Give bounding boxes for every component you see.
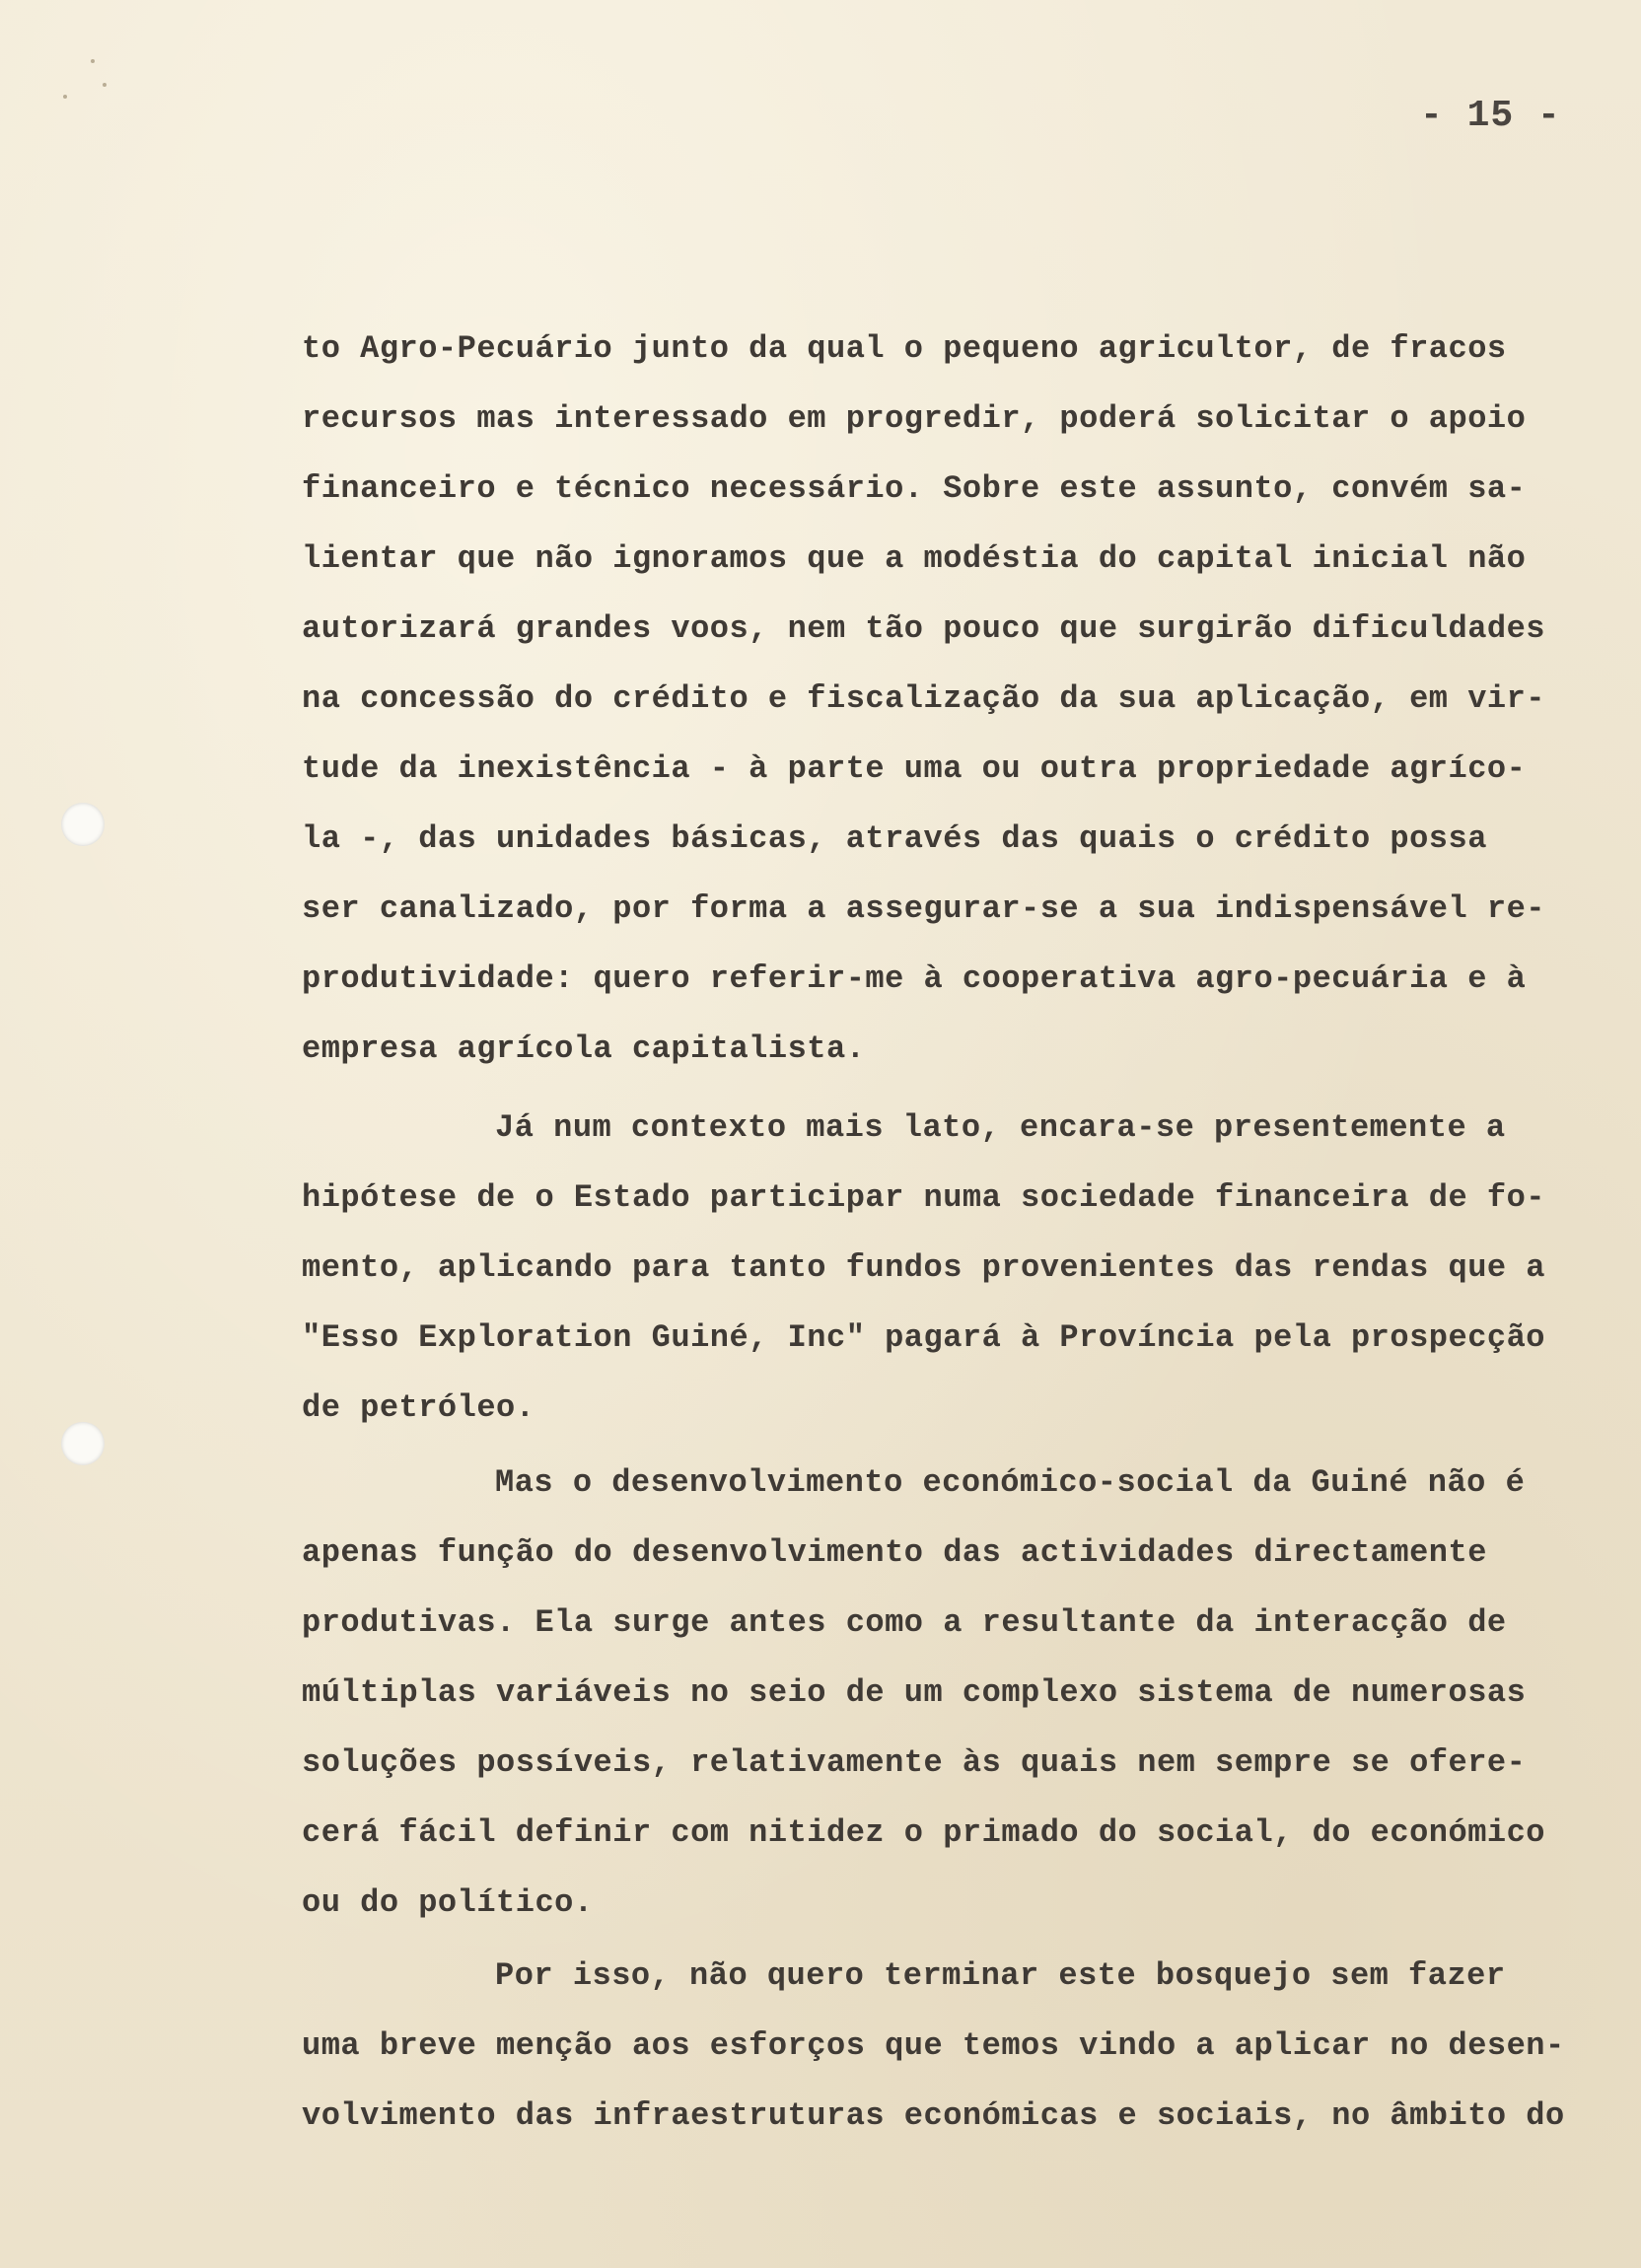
text-line: "Esso Exploration Guiné, Inc" pagará à Província pela prospecção [302, 1319, 1545, 1356]
text-line: volvimento das infraestruturas económicas e sociais, no âmbito do [302, 2097, 1565, 2134]
punch-hole-top [61, 803, 105, 846]
text-line: lientar que não ignoramos que a modéstia do capital inicial não [302, 540, 1527, 577]
text-line: ou do político. [302, 1884, 594, 1921]
text-line: múltiplas variáveis no seio de um complexo sistema de numerosas [302, 1674, 1527, 1711]
text-line: produtividade: quero referir-me à cooperativa agro-pecuária e à [302, 960, 1527, 997]
text-line: produtivas. Ela surge antes como a resultante da interacção de [302, 1604, 1507, 1641]
paragraph-4 [302, 1941, 1574, 2151]
text-line: autorizará grandes voos, nem tão pouco que surgirão dificuldades [302, 610, 1545, 647]
text-line: hipótese de o Estado participar numa sociedade financeira de fo- [302, 1179, 1545, 1216]
paragraph-3 [302, 1448, 1574, 1938]
text-line: soluções possíveis, relativamente às quais nem sempre se ofere- [302, 1744, 1527, 1781]
text-line: tude da inexistência - à parte uma ou outra propriedade agríco- [302, 750, 1527, 787]
text-line: Já num contexto mais lato, encara-se presentemente a [495, 1109, 1506, 1146]
text-line: recursos mas interessado em progredir, poderá solicitar o apoio [302, 400, 1527, 437]
page-number: - 15 - [1420, 95, 1561, 137]
text-line: Mas o desenvolvimento económico-social da Guiné não é [495, 1464, 1526, 1501]
text-line: Por isso, não quero terminar este bosquejo sem fazer [495, 1957, 1506, 1994]
text-line: na concessão do crédito e fiscalização da sua aplicação, em vir- [302, 680, 1545, 717]
punch-hole-bottom [61, 1422, 105, 1465]
paper-speck [63, 95, 67, 99]
paper-speck [91, 59, 95, 63]
text-line: to Agro-Pecuário junto da qual o pequeno agricultor, de fracos [302, 330, 1507, 367]
text-line: financeiro e técnico necessário. Sobre este assunto, convém sa- [302, 470, 1527, 507]
text-line: empresa agrícola capitalista. [302, 1030, 866, 1067]
text-line: de petróleo. [302, 1389, 535, 1426]
paper-speck [103, 83, 107, 87]
text-line: uma breve menção aos esforços que temos vindo a aplicar no desen- [302, 2027, 1565, 2064]
text-line: cerá fácil definir com nitidez o primado do social, do económico [302, 1814, 1545, 1851]
text-line: ser canalizado, por forma a assegurar-se a sua indispensável re- [302, 890, 1545, 927]
text-line: mento, aplicando para tanto fundos provenientes das rendas que a [302, 1249, 1545, 1286]
text-line: la -, das unidades básicas, através das quais o crédito possa [302, 820, 1487, 857]
paragraph-1 [302, 314, 1574, 1084]
text-line: apenas função do desenvolvimento das actividades directamente [302, 1534, 1487, 1571]
paragraph-2 [302, 1093, 1574, 1443]
